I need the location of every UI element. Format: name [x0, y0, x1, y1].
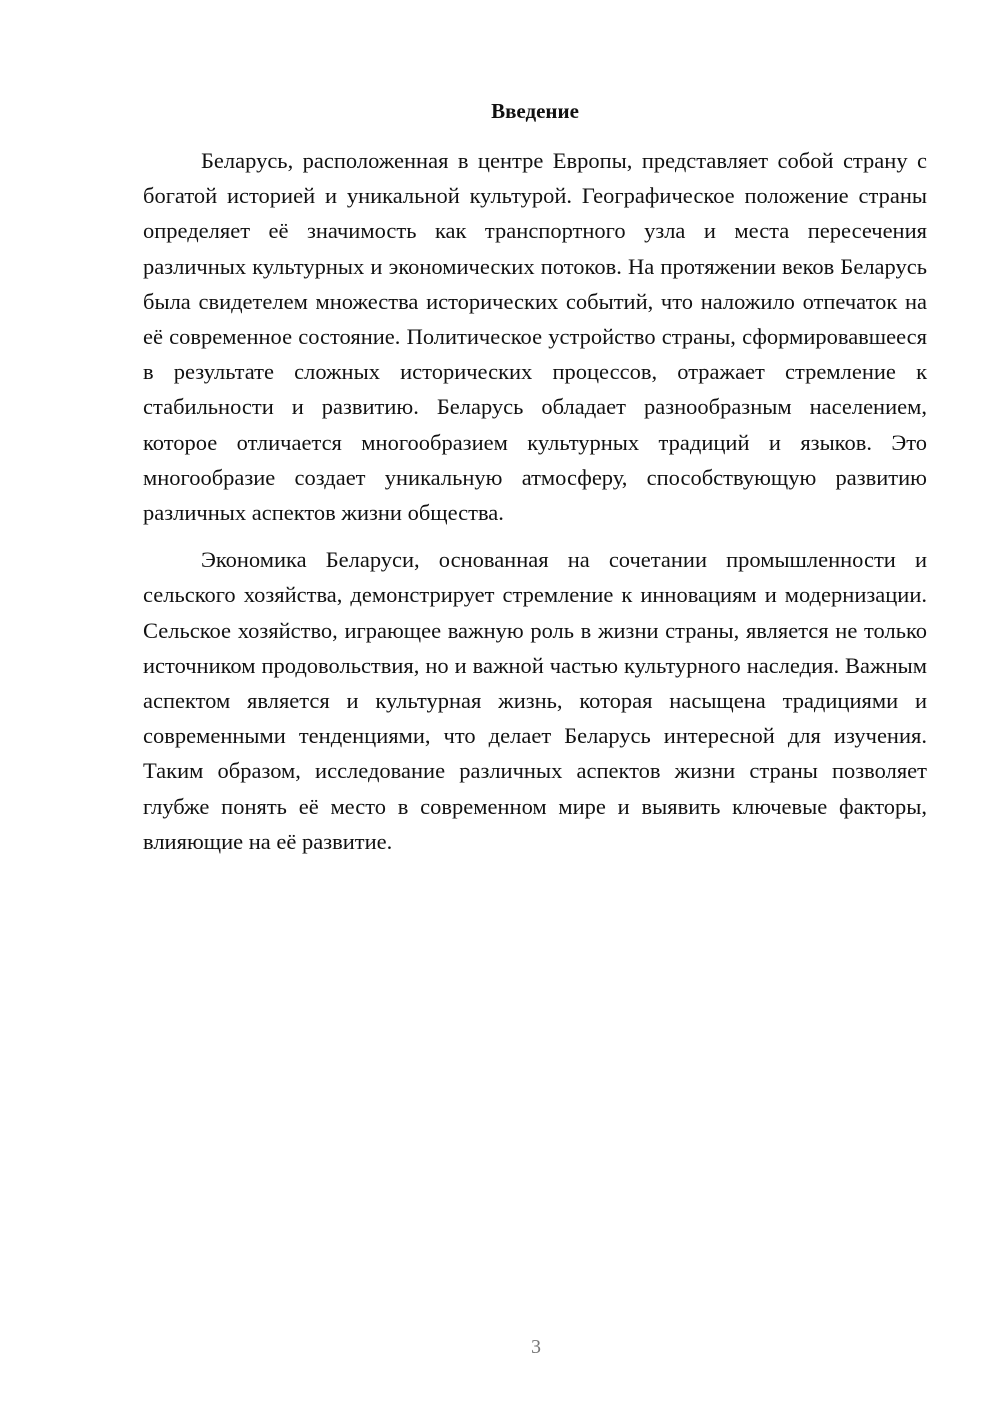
paragraph-2: Экономика Беларуси, основанная на сочетании промышленности и сельского хозяйства, демонстрирует стремление к инновациям и модернизации. Сельское хозяйство, играющее важную роль в жизни страны, является не только источником продовольствия, но и важной частью культурного наследия. Важным аспектом является и культурная жизнь, которая насыщена традициями и современными тенденциями, что делает Беларусь интересной для изучения. Таким образом, исследование различных аспектов жизни страны позволяет глубже понять её место в современном мире и выявить ключевые факторы, влияющие на её развитие. — [143, 547, 927, 854]
section-heading: Введение — [491, 99, 579, 123]
page-number: 3 — [531, 1336, 541, 1358]
paragraph-1: Беларусь, расположенная в центре Европы, представляет собой страну с богатой историей и уникальной культурой. Географическое положение страны определяет её значимость как транспортного узла и места пересечения различных культурных и экономических потоков. На протяжении веков Беларусь была свидетелем множества исторических событий, что наложило отпечаток на её современное состояние. Политическое устройство страны, сформировавшееся в результате сложных исторических процессов, отражает стремление к стабильности и развитию. Беларусь обладает разнообразным населением, которое отличается многообразием культурных традиций и языков. Это многообразие создает уникальную атмосферу, способствующую развитию различных аспектов жизни общества. — [143, 148, 927, 526]
body-text — [143, 143, 927, 859]
